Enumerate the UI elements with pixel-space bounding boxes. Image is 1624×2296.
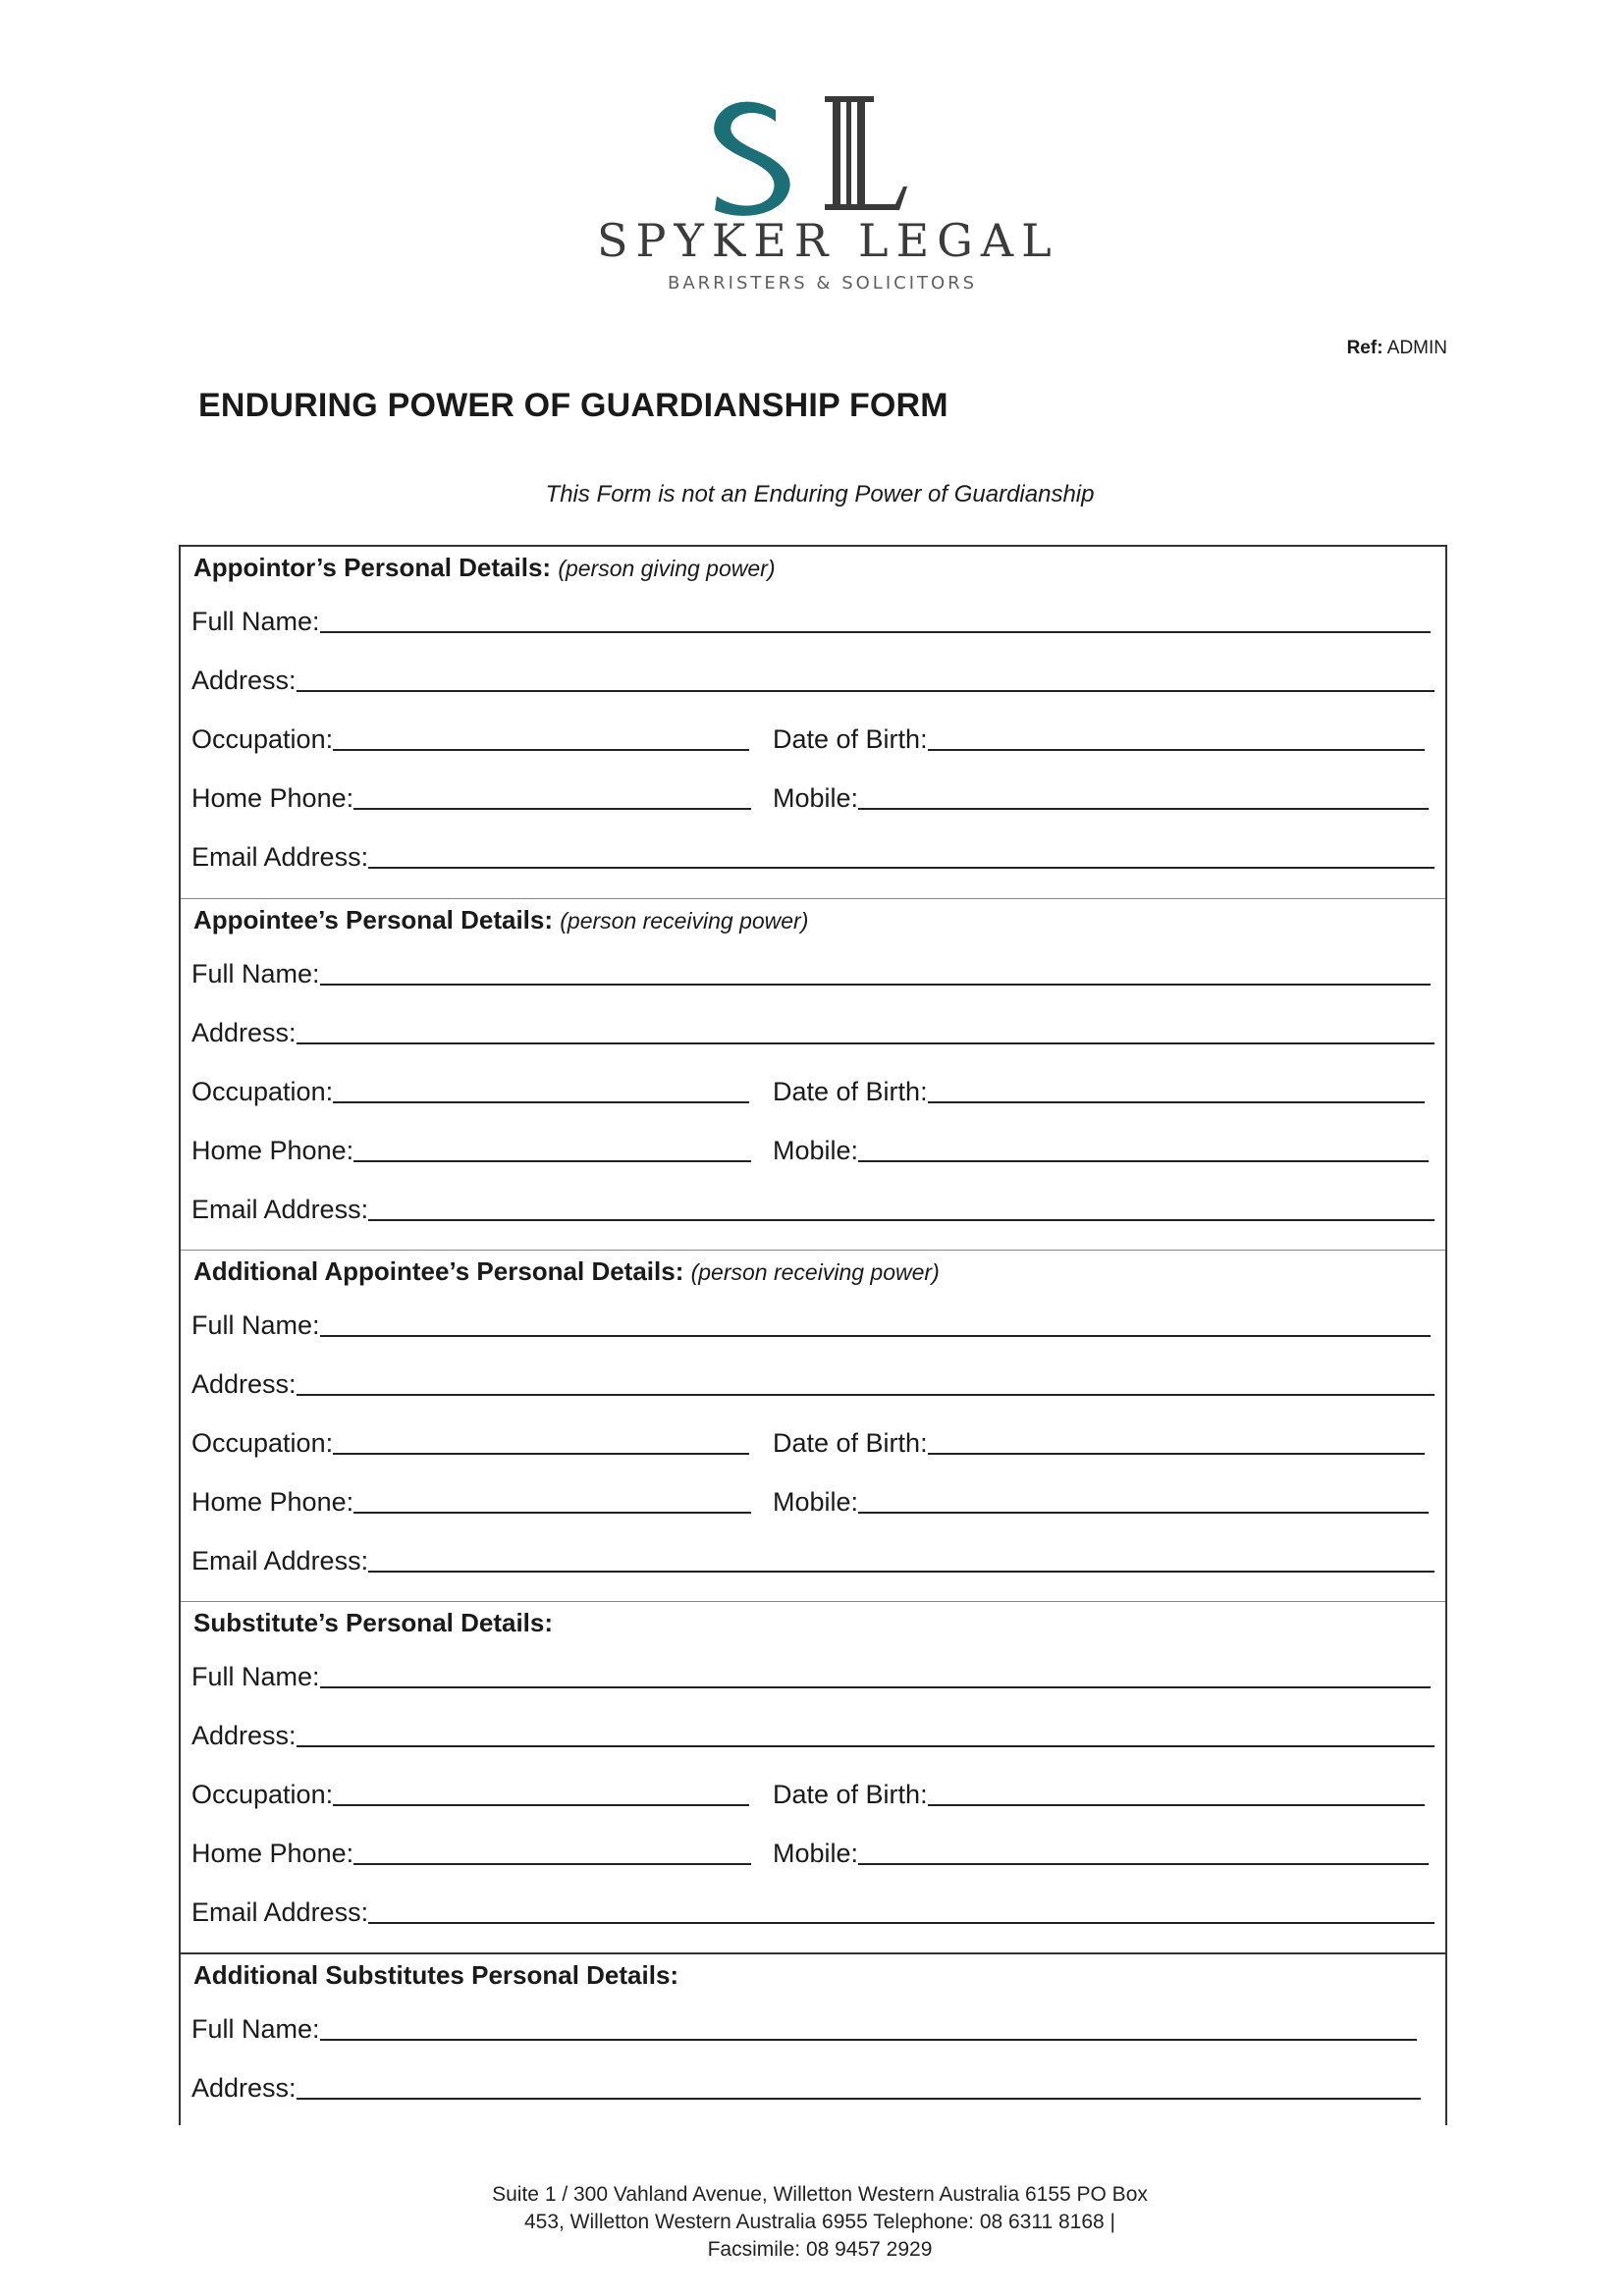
email-field[interactable]	[191, 1543, 1435, 1576]
occupation-label: Occupation:	[191, 1428, 334, 1458]
email-field[interactable]	[191, 1895, 1435, 1928]
home-phone-input-line[interactable]	[353, 780, 751, 810]
full-name-row	[191, 1653, 1431, 1692]
email-row	[191, 833, 1435, 873]
address-input-line[interactable]	[297, 1718, 1435, 1747]
dob-label: Date of Birth:	[773, 1780, 928, 1809]
email-field[interactable]	[191, 1192, 1435, 1225]
footer-line-3: Facsimile: 08 9457 2929	[707, 2238, 933, 2261]
brand-tagline: BARRISTERS & SOLICITORS	[668, 273, 978, 294]
home-phone-input-line[interactable]	[353, 1484, 751, 1514]
dob-field[interactable]	[773, 721, 1425, 755]
section-title: Additional Appointee’s Personal Details:	[193, 1256, 684, 1286]
mobile-label: Mobile:	[773, 783, 859, 813]
mobile-field[interactable]	[773, 1133, 1429, 1166]
email-label: Email Address:	[191, 1546, 369, 1575]
section-title: Appointor’s Personal Details:	[193, 553, 552, 582]
section-title: Additional Substitutes Personal Details:	[193, 1960, 679, 1990]
address-input-line[interactable]	[297, 663, 1435, 692]
dob-input-line[interactable]	[928, 1425, 1425, 1455]
occupation-field[interactable]	[191, 721, 749, 755]
section-additional-appointee	[181, 1250, 1445, 1601]
full-name-label: Full Name:	[191, 1310, 320, 1340]
phone-row	[191, 1830, 1435, 1869]
full-name-field[interactable]	[191, 1308, 1431, 1341]
occupation-input-line[interactable]	[333, 1074, 749, 1103]
full-name-label: Full Name:	[191, 2014, 320, 2044]
mobile-label: Mobile:	[773, 1136, 859, 1165]
mobile-field[interactable]	[773, 780, 1429, 814]
full-name-row	[191, 2005, 1417, 2045]
dob-field[interactable]	[773, 1074, 1425, 1107]
footer-line-2: 453, Willetton Western Australia 6955 Telephone: 08 6311 8168 |	[523, 2211, 1116, 2233]
full-name-field[interactable]	[191, 1659, 1431, 1692]
dob-field[interactable]	[773, 1777, 1425, 1810]
section-title: Appointee’s Personal Details:	[193, 905, 554, 934]
occupation-field[interactable]	[191, 1777, 749, 1810]
address-input-line[interactable]	[297, 2070, 1421, 2100]
address-field[interactable]	[191, 2070, 1421, 2104]
home-phone-label: Home Phone:	[191, 1839, 354, 1868]
address-label: Address:	[191, 1369, 297, 1399]
footer-line-1: Suite 1 / 300 Vahland Avenue, Willetton Western Australia 6155 PO Box	[492, 2183, 1148, 2206]
address-label: Address:	[191, 1721, 297, 1750]
dob-label: Date of Birth:	[773, 1428, 928, 1458]
section-heading	[193, 553, 775, 583]
brand-name: SPYKER LEGAL	[597, 214, 1059, 267]
full-name-input-line[interactable]	[320, 1308, 1431, 1337]
mobile-field[interactable]	[773, 1836, 1429, 1869]
occupation-field[interactable]	[191, 1074, 749, 1107]
full-name-row	[191, 598, 1431, 637]
full-name-input-line[interactable]	[320, 956, 1431, 986]
section-heading	[193, 1256, 940, 1287]
page-footer	[393, 2181, 1247, 2264]
full-name-field[interactable]	[191, 2011, 1417, 2045]
address-input-line[interactable]	[297, 1366, 1435, 1396]
email-label: Email Address:	[191, 1195, 369, 1224]
dob-label: Date of Birth:	[773, 1077, 928, 1106]
full-name-row	[191, 950, 1431, 989]
home-phone-field[interactable]	[191, 1484, 751, 1518]
email-input-line[interactable]	[368, 1895, 1435, 1924]
ref-label: Ref:	[1346, 338, 1383, 358]
occupation-dob-row	[191, 1068, 1435, 1107]
home-phone-input-line[interactable]	[353, 1133, 751, 1162]
section-heading	[193, 1608, 553, 1638]
address-field[interactable]	[191, 1366, 1435, 1400]
spyker-legal-logo	[579, 88, 1059, 294]
sl-monogram-icon	[579, 88, 1051, 216]
occupation-dob-row	[191, 1419, 1435, 1459]
occupation-input-line[interactable]	[333, 1777, 749, 1806]
email-row	[191, 1889, 1435, 1928]
section-heading	[193, 905, 808, 935]
occupation-label: Occupation:	[191, 1780, 334, 1809]
page-title: ENDURING POWER OF GUARDIANSHIP FORM	[198, 387, 948, 424]
address-label: Address:	[191, 666, 297, 695]
email-label: Email Address:	[191, 842, 369, 872]
home-phone-field[interactable]	[191, 1133, 751, 1166]
occupation-label: Occupation:	[191, 1077, 334, 1106]
occupation-input-line[interactable]	[333, 721, 749, 751]
address-field[interactable]	[191, 663, 1435, 696]
address-row	[191, 2064, 1421, 2104]
section-subtitle: (person receiving power)	[560, 908, 809, 934]
full-name-row	[191, 1302, 1431, 1341]
home-phone-input-line[interactable]	[353, 1836, 751, 1865]
mobile-input-line[interactable]	[858, 1836, 1429, 1865]
full-name-label: Full Name:	[191, 959, 320, 988]
occupation-field[interactable]	[191, 1425, 749, 1459]
details-form	[179, 545, 1447, 2125]
email-row	[191, 1537, 1435, 1576]
occupation-dob-row	[191, 1771, 1435, 1810]
address-field[interactable]	[191, 1015, 1435, 1048]
address-row	[191, 1712, 1435, 1751]
dob-label: Date of Birth:	[773, 724, 928, 754]
section-substitute	[181, 1601, 1445, 1952]
home-phone-label: Home Phone:	[191, 783, 354, 813]
mobile-input-line[interactable]	[858, 1133, 1429, 1162]
full-name-input-line[interactable]	[320, 1659, 1431, 1688]
section-appointee	[181, 898, 1445, 1250]
email-row	[191, 1186, 1435, 1225]
section-subtitle: (person receiving power)	[690, 1259, 940, 1285]
email-field[interactable]	[191, 839, 1435, 873]
section-title: Substitute’s Personal Details:	[193, 1608, 554, 1637]
mobile-label: Mobile:	[773, 1487, 859, 1517]
full-name-label: Full Name:	[191, 607, 320, 636]
full-name-input-line[interactable]	[320, 604, 1431, 633]
full-name-label: Full Name:	[191, 1662, 320, 1691]
occupation-label: Occupation:	[191, 724, 334, 754]
email-label: Email Address:	[191, 1897, 369, 1927]
section-subtitle: (person giving power)	[558, 556, 776, 581]
occupation-input-line[interactable]	[333, 1425, 749, 1455]
dob-field[interactable]	[773, 1425, 1425, 1459]
address-input-line[interactable]	[297, 1015, 1435, 1044]
occupation-dob-row	[191, 716, 1435, 755]
mobile-input-line[interactable]	[858, 780, 1429, 810]
home-phone-field[interactable]	[191, 1836, 751, 1869]
section-heading	[193, 1960, 678, 1991]
full-name-input-line[interactable]	[320, 2011, 1417, 2041]
phone-row	[191, 1127, 1435, 1166]
mobile-field[interactable]	[773, 1484, 1429, 1518]
home-phone-label: Home Phone:	[191, 1136, 354, 1165]
dob-input-line[interactable]	[928, 1777, 1425, 1806]
address-label: Address:	[191, 1018, 297, 1047]
email-input-line[interactable]	[368, 839, 1435, 869]
dob-input-line[interactable]	[928, 721, 1425, 751]
home-phone-label: Home Phone:	[191, 1487, 354, 1517]
full-name-field[interactable]	[191, 604, 1431, 637]
email-input-line[interactable]	[368, 1543, 1435, 1573]
full-name-field[interactable]	[191, 956, 1431, 989]
address-row	[191, 657, 1435, 696]
phone-row	[191, 1478, 1435, 1518]
email-input-line[interactable]	[368, 1192, 1435, 1221]
reference	[1347, 338, 1447, 359]
dob-input-line[interactable]	[928, 1074, 1425, 1103]
mobile-input-line[interactable]	[858, 1484, 1429, 1514]
address-label: Address:	[191, 2073, 297, 2103]
mobile-label: Mobile:	[773, 1839, 859, 1868]
section-appointor	[181, 547, 1445, 898]
section-additional-substitutes	[181, 1952, 1445, 2127]
ref-value: ADMIN	[1386, 338, 1447, 358]
address-row	[191, 1361, 1435, 1400]
phone-row	[191, 774, 1435, 814]
home-phone-field[interactable]	[191, 780, 751, 814]
address-field[interactable]	[191, 1718, 1435, 1751]
form-notice: This Form is not an Enduring Power of Guardianship	[545, 481, 1095, 507]
address-row	[191, 1009, 1435, 1048]
